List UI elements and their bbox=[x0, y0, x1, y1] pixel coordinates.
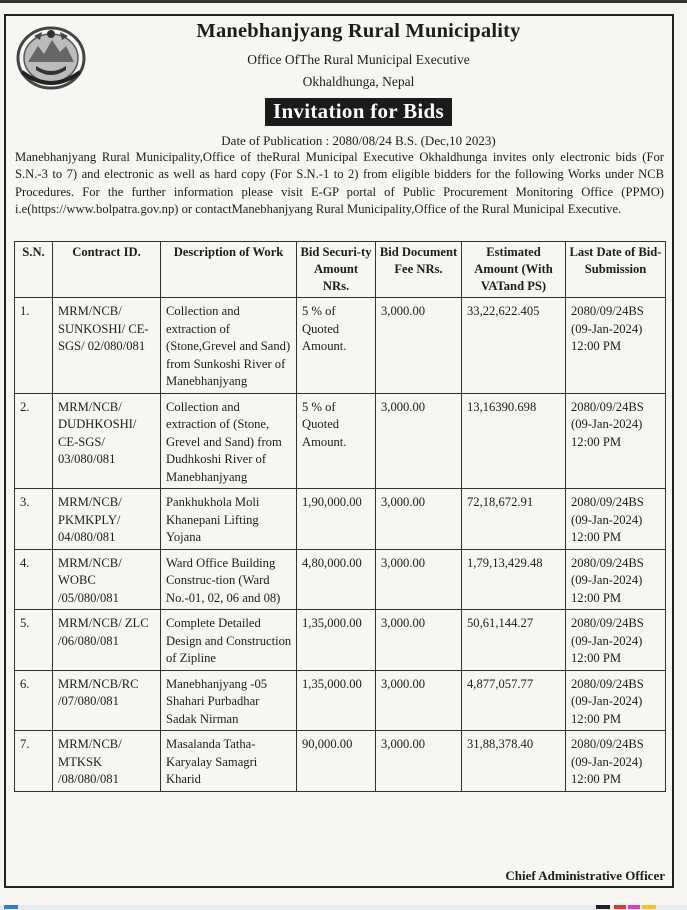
office-location: Okhaldhunga, Nepal bbox=[302, 74, 415, 89]
cell-last-date: 2080/09/24BS (09-Jan-2024) 12:00 PM bbox=[566, 489, 666, 550]
header-last-date: Last Date of Bid-Submission bbox=[566, 242, 666, 298]
table-row bbox=[15, 731, 666, 792]
bottom-mark bbox=[596, 905, 610, 909]
cell-description: Ward Office Building Construc-tion (Ward No.-01, 02, 06 and 08) bbox=[161, 549, 297, 610]
cell-estimated-amount: 33,22,622.405 bbox=[462, 298, 566, 394]
header-contract-id: Contract ID. bbox=[53, 242, 161, 298]
cell-sn: 5. bbox=[15, 610, 53, 671]
header-sn: S.N. bbox=[15, 242, 53, 298]
cell-last-date: 2080/09/24BS (09-Jan-2024) 12:00 PM bbox=[566, 393, 666, 489]
cell-last-date: 2080/09/24BS (09-Jan-2024) 12:00 PM bbox=[566, 731, 666, 792]
cell-sn: 6. bbox=[15, 670, 53, 731]
office-name: Office OfThe Rural Municipal Executive bbox=[247, 52, 470, 67]
cell-last-date: 2080/09/24BS (09-Jan-2024) 12:00 PM bbox=[566, 549, 666, 610]
table-body bbox=[15, 298, 666, 792]
header-bid-security: Bid Securi-ty Amount NRs. bbox=[297, 242, 376, 298]
cell-description: Masalanda Tatha-Karyalay Samagri Kharid bbox=[161, 731, 297, 792]
top-border bbox=[0, 0, 687, 3]
cell-last-date: 2080/09/24BS (09-Jan-2024) 12:00 PM bbox=[566, 610, 666, 671]
header-document-fee: Bid Document Fee NRs. bbox=[376, 242, 462, 298]
notice-title-wrap bbox=[0, 98, 687, 126]
cell-bid-security: 90,000.00 bbox=[297, 731, 376, 792]
cell-bid-security: 4,80,000.00 bbox=[297, 549, 376, 610]
bids-table bbox=[14, 241, 666, 792]
cell-contract-id: MRM/NCB/ WOBC /05/080/081 bbox=[53, 549, 161, 610]
cell-description: Pankhukhola Moli Khanepani Lifting Yojana bbox=[161, 489, 297, 550]
cell-contract-id: MRM/NCB/ DUDHKOSHI/ CE-SGS/ 03/080/081 bbox=[53, 393, 161, 489]
signatory: Chief Administrative Officer bbox=[505, 868, 665, 883]
cell-document-fee: 3,000.00 bbox=[376, 549, 462, 610]
bottom-mark bbox=[614, 905, 626, 909]
organization-name: Manebhanjyang Rural Municipality bbox=[196, 20, 521, 42]
table-row bbox=[15, 610, 666, 671]
cell-bid-security: 1,90,000.00 bbox=[297, 489, 376, 550]
cell-document-fee: 3,000.00 bbox=[376, 298, 462, 394]
cell-description: Manebhanjyang -05 Shahari Purbadhar Sadak Nirman bbox=[161, 670, 297, 731]
cell-document-fee: 3,000.00 bbox=[376, 489, 462, 550]
cell-sn: 1. bbox=[15, 298, 53, 394]
cell-last-date: 2080/09/24BS (09-Jan-2024) 12:00 PM bbox=[566, 670, 666, 731]
cell-document-fee: 3,000.00 bbox=[376, 670, 462, 731]
table-row bbox=[15, 489, 666, 550]
header-description: Description of Work bbox=[161, 242, 297, 298]
cell-estimated-amount: 72,18,672.91 bbox=[462, 489, 566, 550]
cell-description: Complete Detailed Design and Construction of Zipline bbox=[161, 610, 297, 671]
cell-bid-security: 5 % of Quoted Amount. bbox=[297, 393, 376, 489]
bottom-bar bbox=[0, 905, 687, 910]
cell-document-fee: 3,000.00 bbox=[376, 731, 462, 792]
table-row bbox=[15, 393, 666, 489]
cell-estimated-amount: 13,16390.698 bbox=[462, 393, 566, 489]
cell-contract-id: MRM/NCB/RC /07/080/081 bbox=[53, 670, 161, 731]
cell-bid-security: 1,35,000.00 bbox=[297, 610, 376, 671]
cell-contract-id: MRM/NCB/ ZLC /06/080/081 bbox=[53, 610, 161, 671]
table-row bbox=[15, 670, 666, 731]
notice-title: Invitation for Bids bbox=[265, 98, 452, 126]
cell-description: Collection and extraction of (Stone, Grevel and Sand) from Dudhkoshi River of Manebhanjyang bbox=[161, 393, 297, 489]
cell-last-date: 2080/09/24BS (09-Jan-2024) 12:00 PM bbox=[566, 298, 666, 394]
intro-paragraph: Manebhanjyang Rural Municipality,Office of theRural Municipal Executive Okhaldhunga invites only electronic bids (For S.N.-3 to 7) and electronic as well as hard copy (For S.N.-1 to 2) from eligible bidders for the following Works under NCB Procedures. For the further information please visit E-GP portal of Public Procurement Monitoring Office (PPMO) i.e(https://www.bolpatra.gov.np) or contactManebhanjyang Rural Municipality,Office of the Rural Municipal Executive. bbox=[15, 150, 664, 217]
cell-description: Collection and extraction of (Stone,Grevel and Sand) from Sunkoshi River of Manebhanjyang bbox=[161, 298, 297, 394]
cell-estimated-amount: 1,79,13,429.48 bbox=[462, 549, 566, 610]
publication-date: Date of Publication : 2080/08/24 B.S. (Dec,10 2023) bbox=[221, 133, 496, 148]
bottom-mark bbox=[4, 905, 18, 909]
header-estimated-amount: Estimated Amount (With VATand PS) bbox=[462, 242, 566, 298]
cell-contract-id: MRM/NCB/ MTKSK /08/080/081 bbox=[53, 731, 161, 792]
cell-estimated-amount: 4,877,057.77 bbox=[462, 670, 566, 731]
bottom-mark bbox=[642, 905, 656, 909]
cell-bid-security: 1,35,000.00 bbox=[297, 670, 376, 731]
cell-document-fee: 3,000.00 bbox=[376, 393, 462, 489]
cell-sn: 7. bbox=[15, 731, 53, 792]
cell-estimated-amount: 50,61,144.27 bbox=[462, 610, 566, 671]
cell-sn: 3. bbox=[15, 489, 53, 550]
cell-contract-id: MRM/NCB/ PKMKPLY/ 04/080/081 bbox=[53, 489, 161, 550]
cell-estimated-amount: 31,88,378.40 bbox=[462, 731, 566, 792]
cell-document-fee: 3,000.00 bbox=[376, 610, 462, 671]
bottom-mark bbox=[628, 905, 640, 909]
table-header-row bbox=[15, 242, 666, 298]
table-row bbox=[15, 298, 666, 394]
cell-contract-id: MRM/NCB/ SUNKOSHI/ CE-SGS/ 02/080/081 bbox=[53, 298, 161, 394]
cell-bid-security: 5 % of Quoted Amount. bbox=[297, 298, 376, 394]
cell-sn: 4. bbox=[15, 549, 53, 610]
table-row bbox=[15, 549, 666, 610]
cell-sn: 2. bbox=[15, 393, 53, 489]
